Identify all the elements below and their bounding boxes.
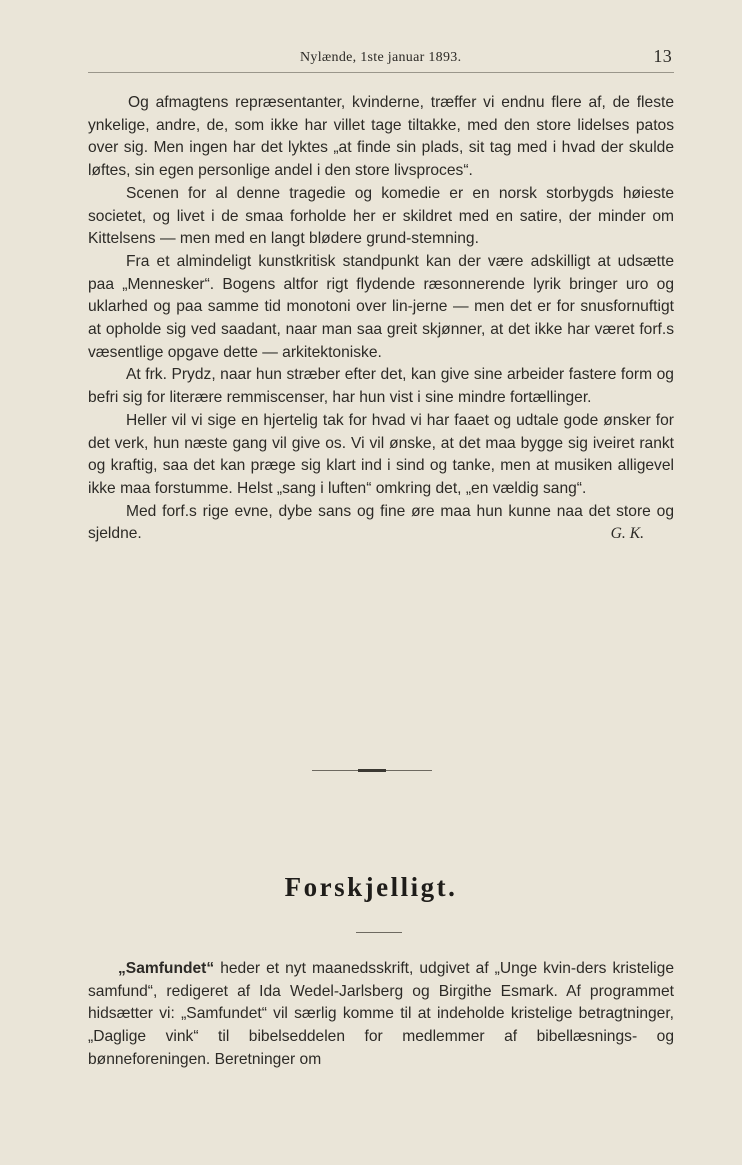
header-rule <box>88 72 674 73</box>
section-title: Forskjelligt. <box>284 872 458 902</box>
paragraph-last <box>88 501 674 546</box>
article-body <box>88 92 674 546</box>
paragraph: At frk. Prydz, naar hun stræber efter det, kan give sine arbeider fastere form og befri sig for literære remmiscenser, har hun vist i sine mindre fortællinger. <box>88 366 674 407</box>
page-header <box>88 48 678 70</box>
paragraph-text: Med forf.s rige evne, dybe sans og fine øre maa hun kunne naa det store og sjeldne. <box>88 502 674 543</box>
signature: G. K. <box>610 525 644 543</box>
title-rule <box>356 932 402 933</box>
paragraph: Scenen for al denne tragedie og komedie er en norsk storbygds høieste societet, og livet i de smaa forholde her er skildret med en satire, der minder om Kittelsens — men med en langt blødere grund-stemning. <box>88 184 674 248</box>
lead-title: „Samfundet“ <box>118 960 215 977</box>
section-body <box>88 958 674 1072</box>
running-title: Nylænde, 1ste januar 1893. <box>300 50 462 65</box>
lead-text: heder et nyt maanedsskrift, udgivet af „Unge kvin-ders kristelige samfund“, redigeret af Ida Wedel-Jarlsberg og Birgithe Esmark. Af programmet hidsætter vi: „Samfundet“ vil særlig komme til at indeholde kristelige betragtninger, „Daglige vink“ til bibelseddelen for medlemmer af bibellæsnings- og bønneforeningen. Beretninger om <box>88 960 674 1068</box>
paragraph: Fra et almindeligt kunstkritisk standpunkt kan der være adskilligt at udsætte paa „Mennesker“. Bogens altfor rigt flydende ræsonnerende lyrik bringer uro og uklarhed og paa samme tid monotoni over lin-jerne — men det er for snusfornuftigt at opholde sig ved saadant, naar man saa greit skjønner, at det ikke har været forf.s væsentlige opgave dette — arkitektoniske. <box>88 252 674 361</box>
paragraph <box>88 958 674 1072</box>
section-divider <box>312 770 432 771</box>
divider-ornament <box>358 769 386 772</box>
paragraph: Og afmagtens repræsentanter, kvinderne, træffer vi endnu flere af, de fleste ynkelige, andre, de, som ikke har villet tage tiltakke, med den store lidelses patos over sig. Men ingen har det lyktes „at finde sin plads, sit tag med i hvad der skulde løftes, sin egen personlige andel i den store livsproces“. <box>88 94 674 180</box>
page-number: 13 <box>653 46 672 66</box>
paragraph: Heller vil vi sige en hjertelig tak for hvad vi har faaet og udtale gode ønsker for det verk, hun næste gang vil give os. Vi vil ønske, at det maa bygge sig iveiret rankt og kraftig, saa det kan præge sig klart ind i sind og tanke, men at musiken alligevel ikke maa forstumme. Helst „sang i luften“ omkring det, „en vældig sang“. <box>88 411 674 497</box>
